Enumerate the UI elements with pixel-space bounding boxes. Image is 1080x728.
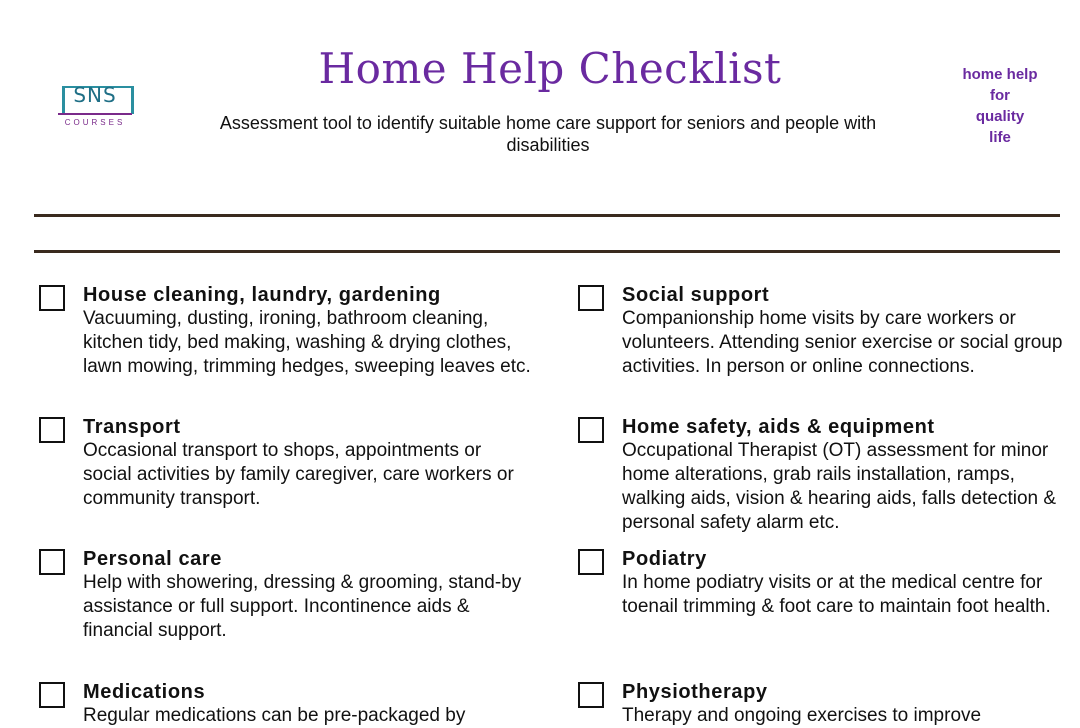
item-title: Personal care [83,548,222,570]
checkbox[interactable] [39,682,65,708]
item-title: Social support [622,284,770,306]
checkbox[interactable] [578,285,604,311]
checkbox[interactable] [39,549,65,575]
sns-courses-logo [56,80,136,132]
item-title: Podiatry [622,548,707,570]
item-description: Regular medications can be pre-packaged by [83,705,466,726]
page-subtitle: Assessment tool to identify suitable home care support for seniors and people with disabilities [219,113,877,155]
logo-divider [58,113,132,115]
page-title: Home Help Checklist [318,44,782,93]
item-description: Occasional transport to shops, appointments or social activities by family caregiver, care workers or community transport. [83,440,514,509]
item-description: Companionship home visits by care workers or volunteers. Attending senior exercise or social group activities. In person or online connections. [622,308,1063,377]
tagline-line: home help [962,66,1038,83]
item-title: Physiotherapy [622,681,768,703]
logo-text: SNS [73,83,117,107]
item-title: Transport [83,416,181,438]
checkbox[interactable] [578,682,604,708]
item-title: Medications [83,681,206,703]
item-description: Help with showering, dressing & grooming, stand-by assistance or full support. Incontinence aids & financial support. [83,572,522,641]
divider-top [34,214,1060,217]
item-description: Vacuuming, dusting, ironing, bathroom cleaning, kitchen tidy, bed making, washing & drying clothes, lawn mowing, trimming hedges, sweeping leaves etc. [83,308,531,377]
checkbox[interactable] [578,549,604,575]
item-description: Occupational Therapist (OT) assessment for minor home alterations, grab rails installation, ramps, walking aids, vision & hearing aids, falls detection & personal safety alarm etc. [622,440,1057,533]
checkbox[interactable] [578,417,604,443]
logo-subtext: COURSES [64,118,126,127]
item-title: Home safety, aids & equipment [622,416,935,438]
tagline [950,64,1050,148]
tagline-line: quality [975,108,1025,125]
item-description: Therapy and ongoing exercises to improve [622,705,982,726]
divider-bottom [34,250,1060,253]
checkbox[interactable] [39,417,65,443]
checkbox[interactable] [39,285,65,311]
item-description: In home podiatry visits or at the medical centre for toenail trimming & foot care to maintain foot health. [622,572,1051,617]
tagline-line: life [989,129,1011,146]
item-title: House cleaning, laundry, gardening [83,284,441,306]
tagline-line: for [990,87,1010,104]
